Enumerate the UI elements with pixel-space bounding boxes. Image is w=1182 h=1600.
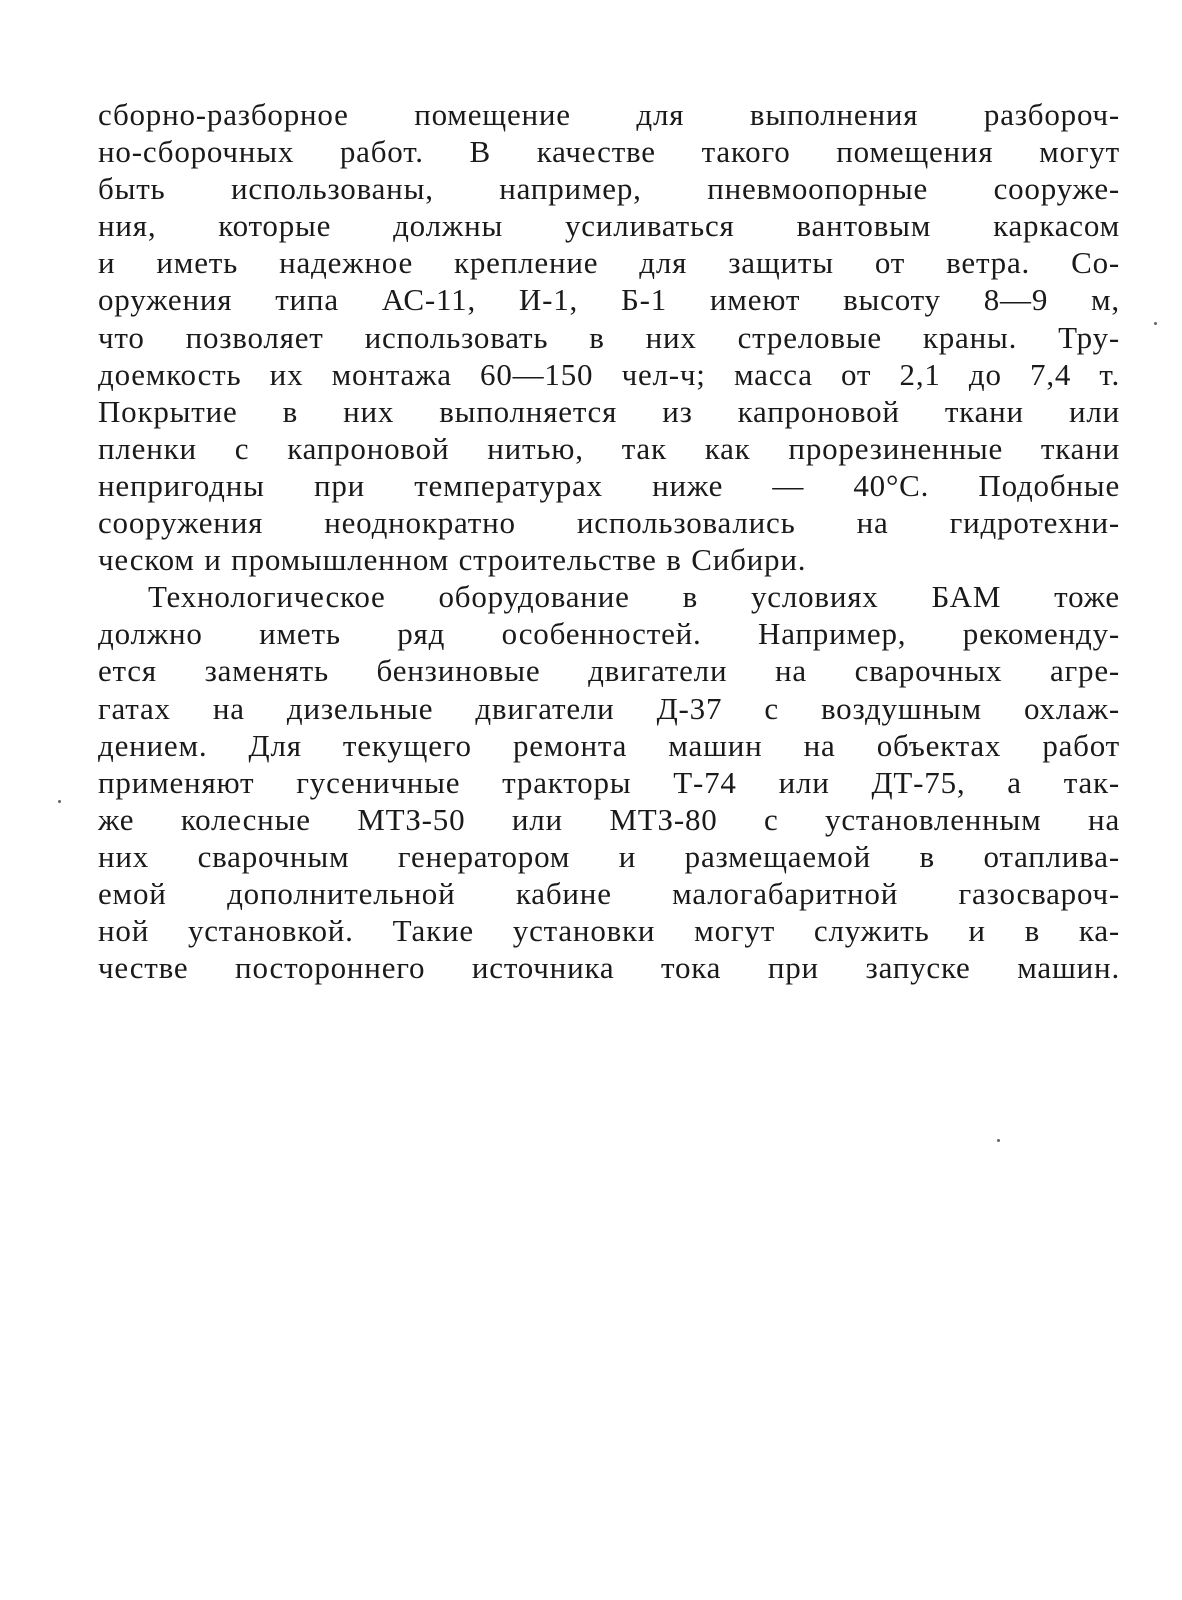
- text-line: применяют гусеничные тракторы Т-74 или ДТ-75, а так-: [98, 764, 1120, 800]
- text-line: пленки с капроновой нитью, так как прорезиненные ткани: [98, 430, 1120, 466]
- text-line: должно иметь ряд особенностей. Например, рекоменду-: [98, 616, 1120, 652]
- text-line: гатах на дизельные двигатели Д-37 с воздушным охлаж-: [98, 690, 1120, 726]
- text-line: Покрытие в них выполняется из капроновой ткани или: [98, 393, 1120, 429]
- text-line: но-сборочных работ. В качестве такого помещения могут: [98, 134, 1120, 170]
- paragraph-1: [98, 96, 1120, 578]
- text-line: емой дополнительной кабине малогабаритной газосвароч-: [98, 875, 1120, 911]
- text-line: ной установкой. Такие установки могут служить и в ка-: [98, 913, 1120, 949]
- text-line: сооружения неоднократно использовались на гидротехни-: [98, 505, 1120, 541]
- scan-speck: [58, 800, 61, 803]
- text-line: дением. Для текущего ремонта машин на объектах работ: [98, 727, 1120, 763]
- paragraph-2: [98, 578, 1120, 986]
- text-line: быть использованы, например, пневмоопорные сооруже-: [98, 171, 1120, 207]
- text-line: непригодны при температурах ниже — 40°С. Подобные: [98, 467, 1120, 503]
- text-line: честве постороннего источника тока при запуске машин.: [98, 950, 1120, 986]
- text-line: оружения типа АС-11, И-1, Б-1 имеют высоту 8—9 м,: [98, 282, 1120, 318]
- text-line: ния, которые должны усиливаться вантовым каркасом: [98, 208, 1120, 244]
- text-line: же колесные МТЗ-50 или МТЗ-80 с установленным на: [98, 801, 1120, 837]
- text-line: и иметь надежное крепление для защиты от ветра. Со-: [98, 245, 1120, 281]
- text-line: доемкость их монтажа 60—150 чел-ч; масса от 2,1 до 7,4 т.: [98, 356, 1120, 392]
- text-line: сборно-разборное помещение для выполнения разбороч-: [98, 97, 1120, 132]
- scan-speck: [997, 1139, 1000, 1142]
- text-line: что позволяет использовать в них стреловые краны. Тру-: [98, 319, 1120, 355]
- scan-speck: [1154, 322, 1157, 325]
- text-line: ется заменять бензиновые двигатели на сварочных агре-: [98, 653, 1120, 689]
- text-line: ческом и промышленном строительстве в Сибири.: [98, 542, 807, 578]
- text-line: них сварочным генератором и размещаемой в отаплива-: [98, 838, 1120, 874]
- body-text: [98, 96, 1120, 986]
- text-line: Технологическое оборудование в условиях БАМ тоже: [148, 579, 1120, 615]
